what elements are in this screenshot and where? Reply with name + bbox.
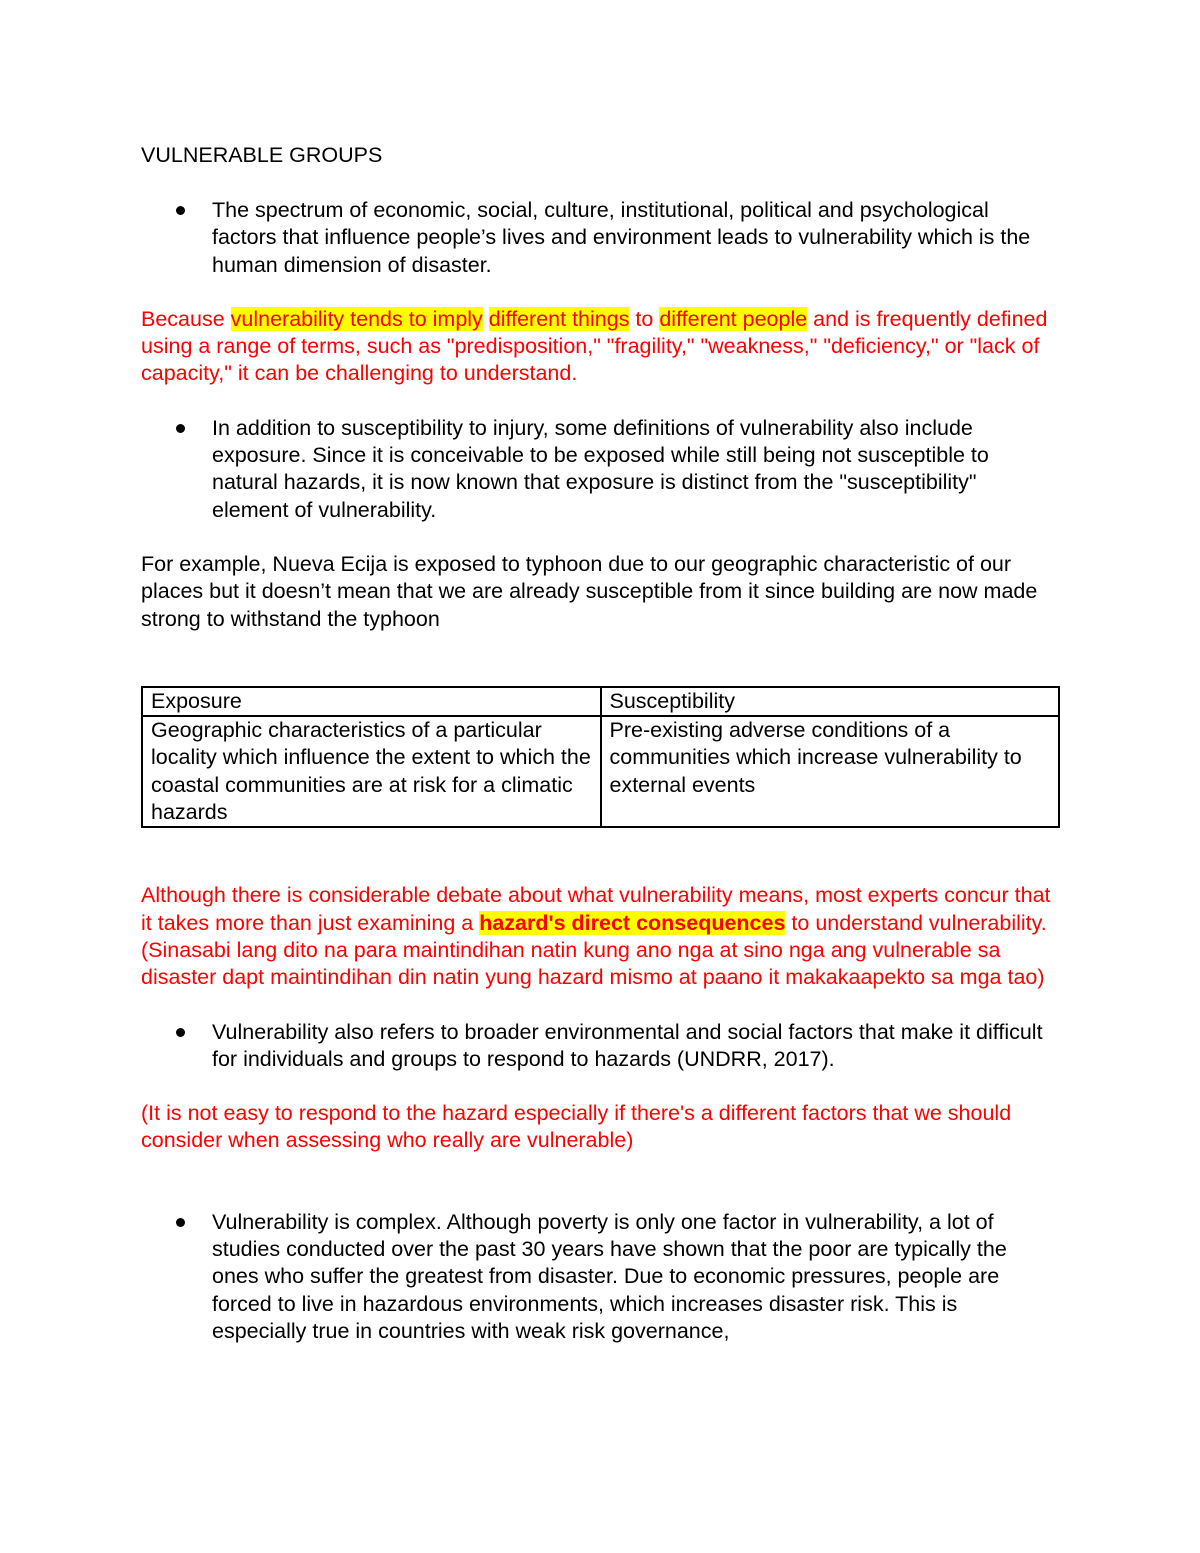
bullet-item xyxy=(141,197,1061,279)
document-page xyxy=(141,142,1061,1345)
note-paragraph: (It is not easy to respond to the hazard especially if there's a different factors that we should consider when assessing who really are vulnerable) xyxy=(141,1101,1012,1153)
note-text: Although there is considerable debate about what vulnerability means, most experts concur that it takes more than just examining a xyxy=(141,883,1051,935)
note-paragraph xyxy=(141,882,1061,937)
note-text: Because xyxy=(141,306,231,331)
note-paragraph xyxy=(141,306,1061,388)
table-header-exposure: Exposure xyxy=(142,687,601,716)
bullet-item xyxy=(141,1209,1061,1345)
table-row xyxy=(142,716,1059,827)
bullet-text: The spectrum of economic, social, culture, institutional, political and psychological factors that influence people’s lives and environment leads to vulnerability which is the human dimension of disaster. xyxy=(212,198,1031,277)
highlighted-text: different things xyxy=(488,306,630,331)
note-text xyxy=(483,307,489,331)
bullet-list-1 xyxy=(141,197,1061,279)
table-header-susceptibility: Susceptibility xyxy=(601,687,1060,716)
highlighted-text: different people xyxy=(659,306,808,331)
exposure-susceptibility-table xyxy=(141,686,1060,828)
bullet-list-3 xyxy=(141,1019,1061,1074)
bullet-dot-icon xyxy=(176,206,185,215)
table-cell-susceptibility: Pre-existing adverse conditions of a communities which increase vulnerability to external events xyxy=(601,716,1060,827)
bullet-text: Vulnerability is complex. Although poverty is only one factor in vulnerability, a lot of studies conducted over the past 30 years have shown that the poor are typically the ones who suffer the greatest from disaster. Due to economic pressures, people are forced to live in hazardous environments, which increases disaster risk. This is especially true in countries with weak risk governance, xyxy=(212,1209,1007,1343)
example-paragraph: For example, Nueva Ecija is exposed to typhoon due to our geographic characteristic of our places but it doesn’t mean that we are already susceptible from it since building are now made strong to withstand the typhoon xyxy=(141,551,1038,631)
note-text: and is frequently defined using a range of terms, such as "predisposition," "fragility," "weakness," "deficiency," or "lack of capacity," it can be challenging to understand. xyxy=(141,306,1048,386)
bullet-dot-icon xyxy=(176,1028,185,1037)
document-title: VULNERABLE GROUPS xyxy=(141,143,383,167)
note-text: to xyxy=(629,306,660,331)
tagalog-note: (Sinasabi lang dito na para maintindihan natin kung ano nga at sino nga ang vulnerable sa disaster dapt maintindihan din natin yung hazard mismo at paano it makakaapekto sa mga tao) xyxy=(141,937,1045,990)
bullet-list-2 xyxy=(141,415,1061,524)
table-cell-exposure: Geographic characteristics of a particular locality which influence the extent to which the coastal communities are at risk for a climatic hazards xyxy=(142,716,601,827)
note-text: to understand vulnerability. xyxy=(785,910,1047,935)
highlighted-text: hazard's direct consequences xyxy=(479,910,786,935)
bullet-list-4 xyxy=(141,1209,1061,1345)
bullet-dot-icon xyxy=(176,1218,185,1227)
highlighted-text: vulnerability tends to imply xyxy=(230,306,483,331)
bullet-item xyxy=(141,415,1061,524)
bullet-text: In addition to susceptibility to injury, some definitions of vulnerability also include exposure. Since it is conceivable to be exposed while still being not susceptible to natural hazards, it is now known that exposure is distinct from the "susceptibility" element of vulnerability. xyxy=(212,415,989,522)
bullet-item xyxy=(141,1019,1061,1074)
table-header-row xyxy=(142,687,1059,716)
bullet-dot-icon xyxy=(176,424,185,433)
bullet-text: Vulnerability also refers to broader environmental and social factors that make it difficult for individuals and groups to respond to hazards (UNDRR, 2017). xyxy=(212,1019,1043,1071)
